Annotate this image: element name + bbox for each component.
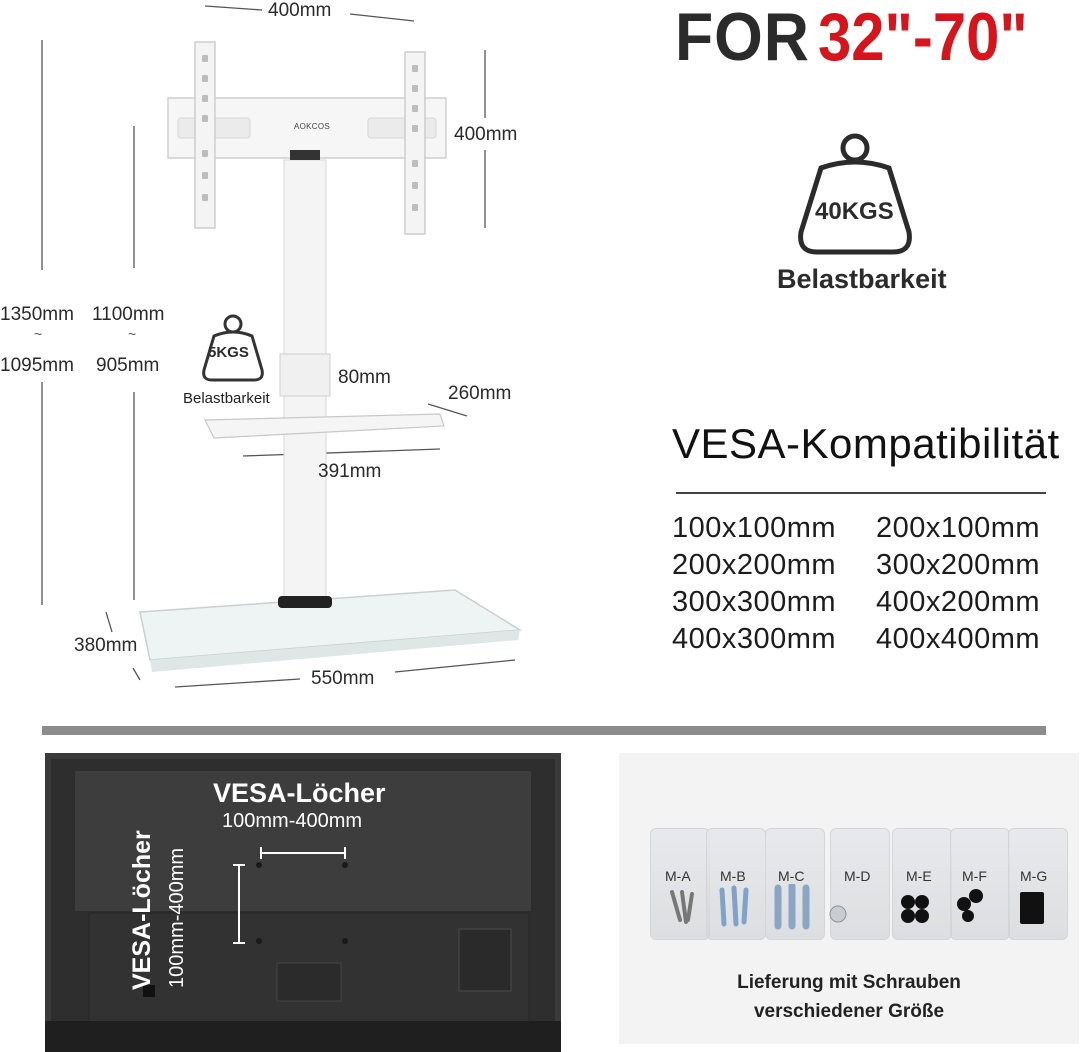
- vesa-title-underline: [676, 492, 1046, 494]
- parts-caption-line-1: Lieferung mit Schrauben: [737, 972, 961, 993]
- vesa-size: 400x400mm: [876, 623, 1041, 655]
- tv-vesa-holes-vertical-range: 100mm-400mm: [166, 847, 188, 988]
- part-label-m-c: M-C: [778, 868, 805, 884]
- tv-vesa-holes-range: 100mm-400mm: [222, 810, 363, 832]
- shelf-depth-label: 260mm: [448, 383, 512, 404]
- main-load-label: Belastbarkeit: [777, 264, 947, 294]
- bracket-brand-logo: AOKCOS: [294, 122, 331, 131]
- bracket-height-label: 400mm: [454, 124, 518, 145]
- vesa-size: 300x300mm: [672, 586, 837, 618]
- vesa-size: 400x300mm: [672, 623, 837, 655]
- for-heading: FOR: [675, 0, 810, 75]
- pole-width-label: 80mm: [338, 367, 391, 388]
- parts-caption: [619, 968, 1079, 1026]
- shelf-load-label: Belastbarkeit: [183, 390, 270, 407]
- screws-icon: [650, 884, 1070, 930]
- part-label-m-a: M-A: [665, 868, 691, 884]
- height-max-total-label: 1350mm: [0, 304, 74, 325]
- vesa-size: 300x200mm: [876, 549, 1041, 581]
- main-weight-icon: [795, 128, 915, 258]
- vesa-compat-title: VESA-Kompatibilität: [672, 420, 1060, 467]
- part-label-m-d: M-D: [844, 868, 871, 884]
- height-column-range-tilde: ~: [128, 326, 137, 342]
- vesa-size-list: [672, 512, 1080, 656]
- part-label-m-g: M-G: [1020, 868, 1048, 884]
- base-width-label: 550mm: [311, 668, 375, 689]
- screen-size-range: 32"-70": [818, 0, 1028, 75]
- section-divider: [42, 726, 1046, 735]
- height-max-column-label: 1100mm: [92, 304, 165, 325]
- main-weight-value: 40KGS: [815, 198, 894, 225]
- tv-vesa-holes-title: VESA-Löcher: [213, 778, 386, 808]
- vesa-size: 100x100mm: [672, 512, 837, 544]
- shelf-width-label: 391mm: [318, 461, 382, 482]
- part-label-m-f: M-F: [962, 868, 987, 884]
- height-total-range-tilde: ~: [34, 326, 43, 342]
- vesa-size: 400x200mm: [876, 586, 1041, 618]
- base-depth-label: 380mm: [74, 635, 138, 656]
- parts-caption-line-2: verschiedener Größe: [753, 1001, 945, 1022]
- top-width-label: 400mm: [268, 0, 332, 21]
- tv-vesa-holes-vertical-title: VESA-Löcher: [128, 830, 156, 990]
- vesa-size: 200x200mm: [672, 549, 837, 581]
- height-min-total-label: 1095mm: [0, 355, 74, 376]
- height-min-column-label: 905mm: [96, 355, 160, 376]
- part-label-m-b: M-B: [720, 868, 746, 884]
- vesa-size: 200x100mm: [876, 512, 1041, 544]
- shelf-weight-value: 5KGS: [208, 344, 249, 361]
- part-label-m-e: M-E: [906, 868, 932, 884]
